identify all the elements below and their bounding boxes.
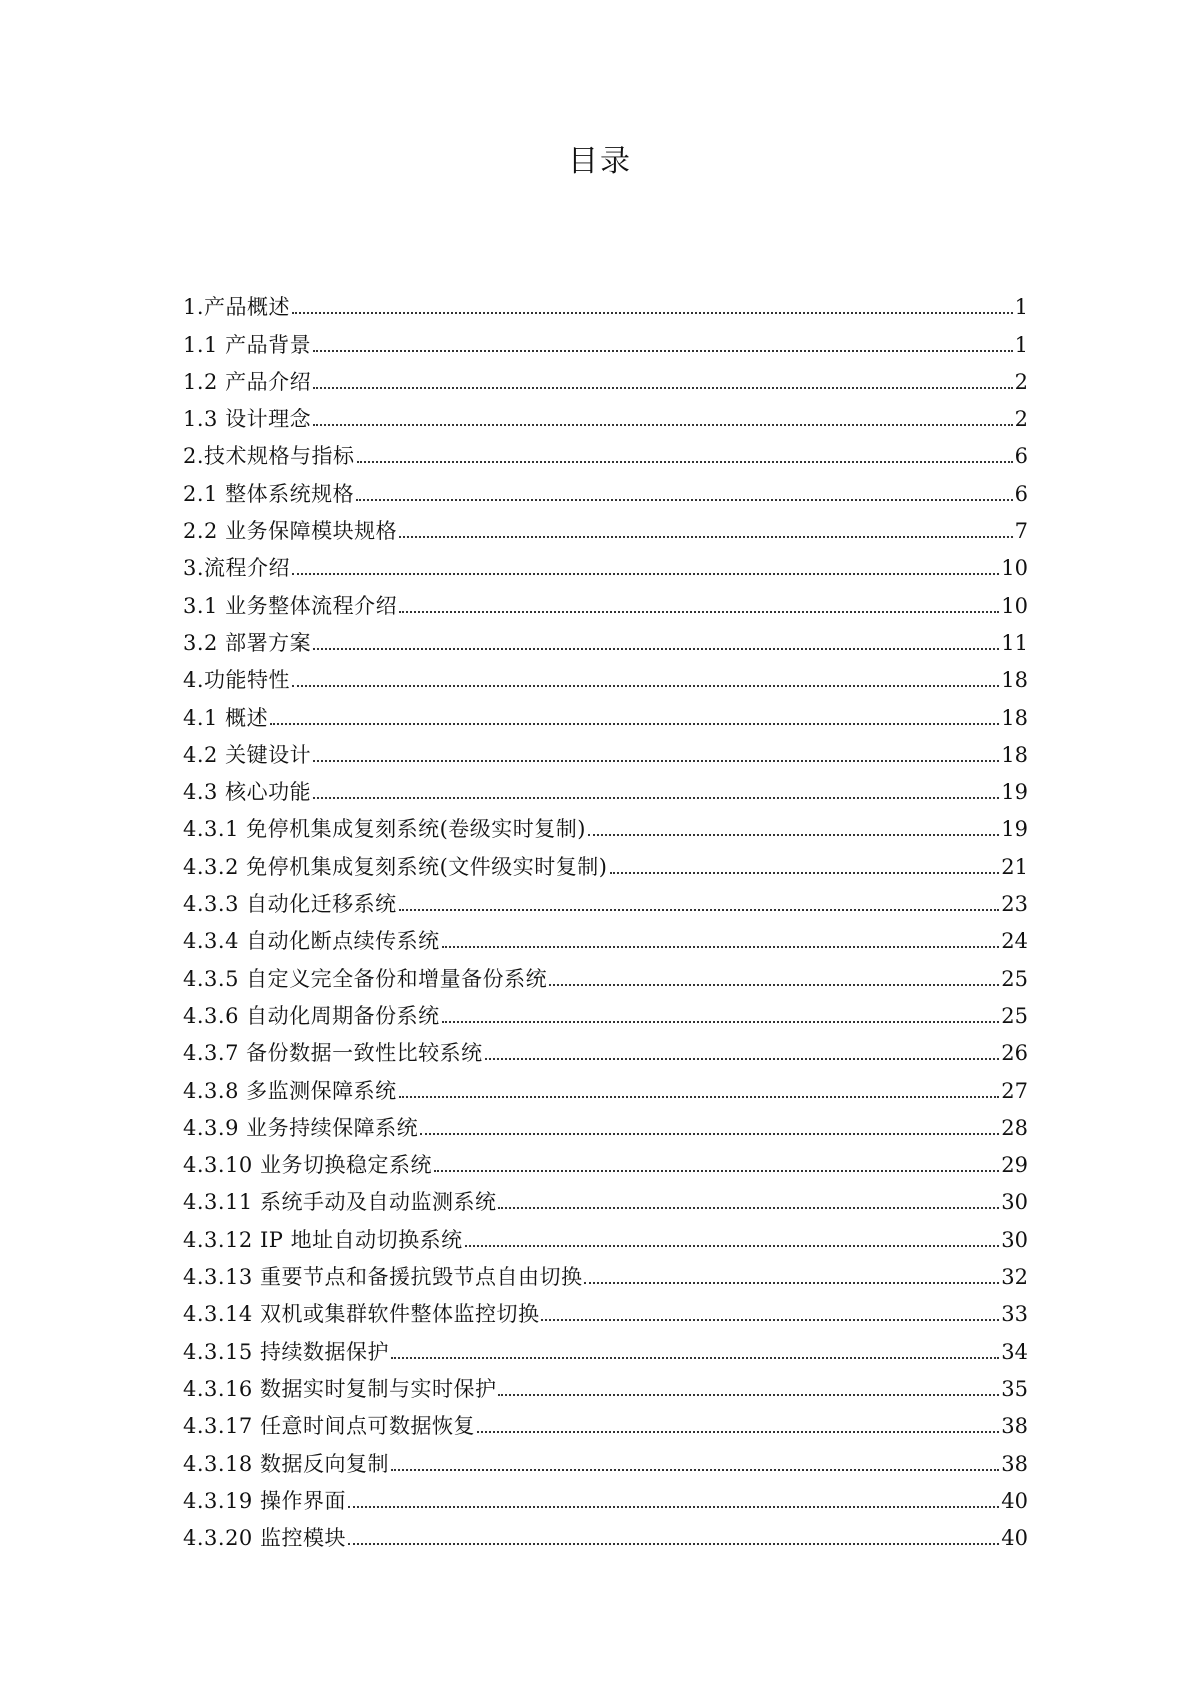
toc-entry-label: 1.产品概述 <box>183 295 291 320</box>
toc-entry[interactable] <box>183 1327 1028 1364</box>
toc-entry-page-number: 6 <box>1014 444 1028 469</box>
toc-entry-page-number: 2 <box>1014 407 1028 432</box>
toc-title: 目录 <box>568 144 632 179</box>
toc-dot-leader <box>399 909 1000 911</box>
toc-dot-leader <box>477 1431 999 1433</box>
toc-entry[interactable] <box>183 432 1028 469</box>
toc-entry[interactable] <box>183 283 1028 320</box>
toc-list <box>183 283 1028 1551</box>
toc-dot-leader <box>292 685 999 687</box>
toc-entry-page-number: 38 <box>1001 1451 1028 1476</box>
toc-entry[interactable] <box>183 842 1028 879</box>
toc-dot-leader <box>357 461 1013 463</box>
toc-entry[interactable] <box>183 544 1028 581</box>
toc-entry-page-number: 10 <box>1001 593 1028 618</box>
toc-entry[interactable] <box>183 768 1028 805</box>
toc-dot-leader <box>399 611 999 613</box>
toc-entry[interactable] <box>183 1477 1028 1514</box>
toc-entry-label: 2.2 业务保障模块规格 <box>183 519 398 544</box>
toc-entry-label: 4.3.20 监控模块 <box>183 1526 346 1551</box>
toc-dot-leader <box>399 1096 1000 1098</box>
toc-dot-leader <box>498 1207 999 1209</box>
toc-entry-label: 4.3.1 免停机集成复刻系统(卷级实时复制) <box>183 817 586 842</box>
toc-dot-leader <box>313 350 1013 352</box>
toc-entry-page-number: 29 <box>1001 1153 1028 1178</box>
toc-entry[interactable] <box>183 1290 1028 1327</box>
toc-entry-label: 4.3.13 重要节点和备援抗毁节点自由切换 <box>183 1265 583 1290</box>
toc-dot-leader <box>313 797 999 799</box>
toc-dot-leader <box>313 760 999 762</box>
toc-entry[interactable] <box>183 1514 1028 1551</box>
toc-entry[interactable] <box>183 1141 1028 1178</box>
toc-entry-label: 2.技术规格与指标 <box>183 444 355 469</box>
toc-entry-label: 4.3.8 多监测保障系统 <box>183 1078 397 1103</box>
toc-entry[interactable] <box>183 1402 1028 1439</box>
toc-entry-page-number: 6 <box>1014 481 1028 506</box>
toc-entry-label: 4.3.11 系统手动及自动监测系统 <box>183 1190 497 1215</box>
toc-entry[interactable] <box>183 1066 1028 1103</box>
toc-entry-page-number: 28 <box>1001 1115 1028 1140</box>
toc-entry[interactable] <box>183 656 1028 693</box>
toc-entry-page-number: 2 <box>1014 369 1028 394</box>
toc-entry-label: 4.3.10 业务切换稳定系统 <box>183 1153 432 1178</box>
toc-entry-label: 3.2 部署方案 <box>183 630 312 655</box>
toc-entry-label: 4.2 关键设计 <box>183 742 312 767</box>
toc-entry[interactable] <box>183 1029 1028 1066</box>
toc-entry-page-number: 25 <box>1001 1003 1028 1028</box>
toc-entry[interactable] <box>183 805 1028 842</box>
toc-entry-page-number: 1 <box>1014 295 1028 320</box>
toc-entry-page-number: 33 <box>1001 1302 1028 1327</box>
toc-entry[interactable] <box>183 320 1028 357</box>
toc-entry-page-number: 26 <box>1001 1041 1028 1066</box>
toc-entry[interactable] <box>183 469 1028 506</box>
toc-entry-page-number: 30 <box>1001 1227 1028 1252</box>
toc-entry-label: 4.3.7 备份数据一致性比较系统 <box>183 1041 483 1066</box>
toc-entry[interactable] <box>183 1365 1028 1402</box>
toc-entry-label: 1.2 产品介绍 <box>183 369 312 394</box>
toc-entry-page-number: 7 <box>1014 519 1028 544</box>
toc-dot-leader <box>498 1394 999 1396</box>
toc-dot-leader <box>420 1133 999 1135</box>
toc-dot-leader <box>434 1170 999 1172</box>
toc-dot-leader <box>348 1543 999 1545</box>
toc-dot-leader <box>391 1469 999 1471</box>
toc-entry[interactable] <box>183 581 1028 618</box>
toc-dot-leader <box>348 1506 999 1508</box>
toc-dot-leader <box>399 536 1013 538</box>
toc-entry-label: 4.3.9 业务持续保障系统 <box>183 1115 419 1140</box>
toc-entry-page-number: 32 <box>1001 1265 1028 1290</box>
toc-entry-page-number: 25 <box>1001 966 1028 991</box>
toc-dot-leader <box>485 1058 1000 1060</box>
toc-dot-leader <box>391 1357 999 1359</box>
toc-entry-page-number: 27 <box>1001 1078 1028 1103</box>
toc-entry-label: 1.1 产品背景 <box>183 332 312 357</box>
toc-entry-label: 4.3.17 任意时间点可数据恢复 <box>183 1414 475 1439</box>
toc-entry[interactable] <box>183 1178 1028 1215</box>
toc-entry[interactable] <box>183 358 1028 395</box>
toc-entry-page-number: 40 <box>1001 1488 1028 1513</box>
toc-entry-page-number: 10 <box>1001 556 1028 581</box>
toc-entry-page-number: 24 <box>1001 929 1028 954</box>
toc-entry-label: 2.1 整体系统规格 <box>183 481 355 506</box>
toc-entry[interactable] <box>183 880 1028 917</box>
toc-entry[interactable] <box>183 507 1028 544</box>
toc-entry-page-number: 38 <box>1001 1414 1028 1439</box>
toc-entry[interactable] <box>183 1253 1028 1290</box>
toc-entry-label: 4.3.16 数据实时复制与实时保护 <box>183 1376 497 1401</box>
toc-entry[interactable] <box>183 395 1028 432</box>
toc-entry-page-number: 19 <box>1001 817 1028 842</box>
toc-dot-leader <box>465 1245 1000 1247</box>
toc-entry-label: 4.3.2 免停机集成复刻系统(文件级实时复制) <box>183 854 608 879</box>
toc-entry[interactable] <box>183 619 1028 656</box>
toc-dot-leader <box>584 1282 999 1284</box>
toc-entry[interactable] <box>183 693 1028 730</box>
toc-entry-label: 4.3.19 操作界面 <box>183 1488 346 1513</box>
toc-dot-leader <box>313 648 999 650</box>
toc-entry-page-number: 18 <box>1001 742 1028 767</box>
toc-dot-leader <box>610 872 1000 874</box>
toc-entry-page-number: 11 <box>1001 630 1028 655</box>
toc-entry-label: 4.3 核心功能 <box>183 780 312 805</box>
toc-dot-leader <box>313 424 1013 426</box>
toc-entry[interactable] <box>183 1439 1028 1476</box>
toc-entry-page-number: 40 <box>1001 1526 1028 1551</box>
toc-entry-label: 4.功能特性 <box>183 668 291 693</box>
toc-entry[interactable] <box>183 954 1028 991</box>
toc-entry-page-number: 35 <box>1001 1376 1028 1401</box>
toc-entry[interactable] <box>183 917 1028 954</box>
toc-entry-label: 4.1 概述 <box>183 705 269 730</box>
toc-entry-label: 4.3.4 自动化断点续传系统 <box>183 929 440 954</box>
toc-entry-page-number: 21 <box>1001 854 1028 879</box>
toc-entry-label: 3.流程介绍 <box>183 556 291 581</box>
toc-dot-leader <box>588 834 999 836</box>
toc-entry-page-number: 18 <box>1001 668 1028 693</box>
toc-dot-leader <box>541 1319 999 1321</box>
toc-entry-page-number: 18 <box>1001 705 1028 730</box>
toc-entry-label: 4.3.12 IP 地址自动切换系统 <box>183 1227 463 1252</box>
toc-entry-page-number: 1 <box>1014 332 1028 357</box>
toc-dot-leader <box>313 387 1013 389</box>
toc-entry-label: 4.3.5 自定义完全备份和增量备份系统 <box>183 966 548 991</box>
toc-entry-label: 4.3.15 持续数据保护 <box>183 1339 389 1364</box>
toc-entry-page-number: 30 <box>1001 1190 1028 1215</box>
toc-dot-leader <box>442 1021 1000 1023</box>
toc-entry-page-number: 34 <box>1001 1339 1028 1364</box>
toc-entry-label: 4.3.3 自动化迁移系统 <box>183 892 397 917</box>
toc-dot-leader <box>442 946 1000 948</box>
toc-entry-page-number: 23 <box>1001 892 1028 917</box>
toc-entry-label: 3.1 业务整体流程介绍 <box>183 593 398 618</box>
toc-dot-leader <box>292 573 999 575</box>
toc-dot-leader <box>549 984 999 986</box>
toc-dot-leader <box>270 723 999 725</box>
toc-entry-page-number: 19 <box>1001 780 1028 805</box>
toc-entry[interactable] <box>183 1215 1028 1252</box>
toc-entry-label: 4.3.18 数据反向复制 <box>183 1451 389 1476</box>
toc-dot-leader <box>292 312 1013 314</box>
toc-entry[interactable] <box>183 1104 1028 1141</box>
toc-entry[interactable] <box>183 731 1028 768</box>
toc-entry-label: 4.3.6 自动化周期备份系统 <box>183 1003 440 1028</box>
toc-entry-label: 1.3 设计理念 <box>183 407 312 432</box>
toc-entry-label: 4.3.14 双机或集群软件整体监控切换 <box>183 1302 540 1327</box>
toc-dot-leader <box>356 499 1013 501</box>
toc-entry[interactable] <box>183 992 1028 1029</box>
